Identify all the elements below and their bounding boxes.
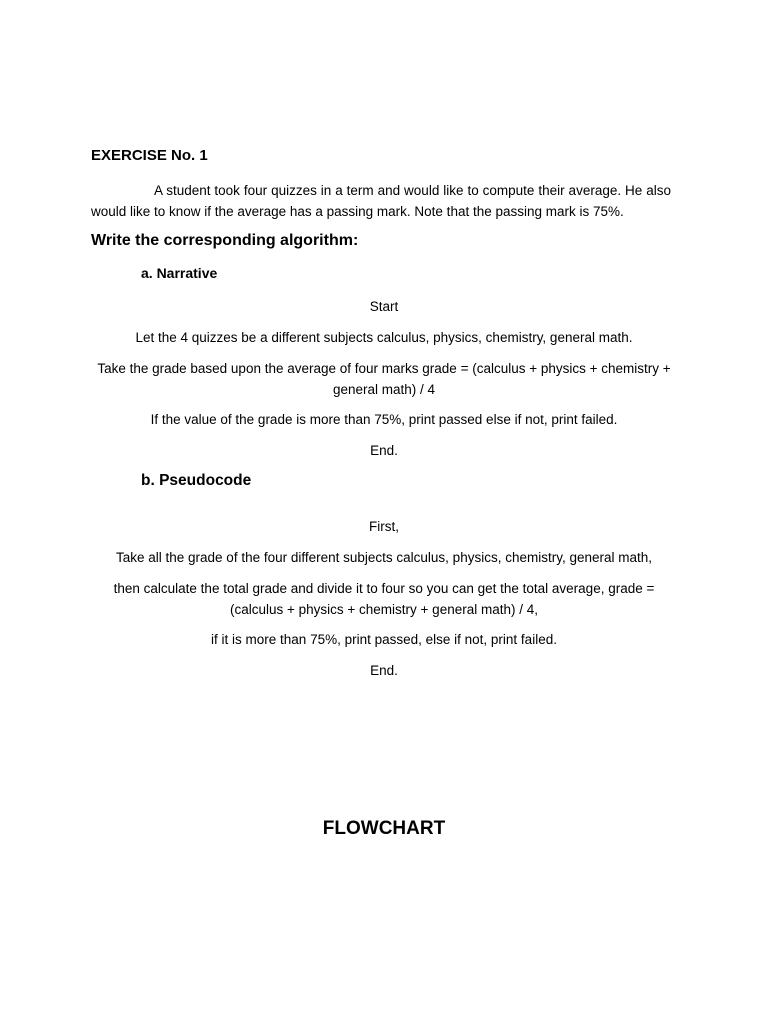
pseudocode-line-condition: if it is more than 75%, print passed, else if not, print failed. — [211, 632, 557, 647]
pseudocode-line-first: First, — [369, 519, 399, 534]
pseudocode-line-end: End. — [370, 663, 398, 678]
narrative-line-quizzes: Let the 4 quizzes be a different subjects calculus, physics, chemistry, general math. — [135, 330, 633, 345]
narrative-line-condition: If the value of the grade is more than 75%, print passed else if not, print failed. — [150, 412, 618, 427]
narrative-line-start: Start — [369, 299, 399, 314]
pseudocode-line-calculate: then calculate the total grade and divide it to four so you can get the total average, grade = (calculus + physics + chemistry + general math) / 4, — [113, 581, 655, 617]
exercise-intro: A student took four quizzes in a term and would like to compute their average. He also would like to know if the average has a passing mark. Note that the passing mark is 75%. — [91, 183, 671, 219]
narrative-line-formula: Take the grade based upon the average of four marks grade = (calculus + physics + chemistry + general math) / 4 — [97, 361, 671, 397]
flowchart-title: FLOWCHART — [322, 818, 446, 839]
narrative-heading: a. Narrative — [141, 265, 218, 281]
pseudocode-line-take: Take all the grade of the four different subjects calculus, physics, chemistry, general math, — [115, 550, 653, 565]
narrative-line-end: End. — [370, 443, 398, 458]
pseudocode-heading: b. Pseudocode — [141, 472, 252, 489]
algorithm-heading: Write the corresponding algorithm: — [91, 232, 359, 249]
exercise-title: EXERCISE No. 1 — [91, 147, 208, 164]
